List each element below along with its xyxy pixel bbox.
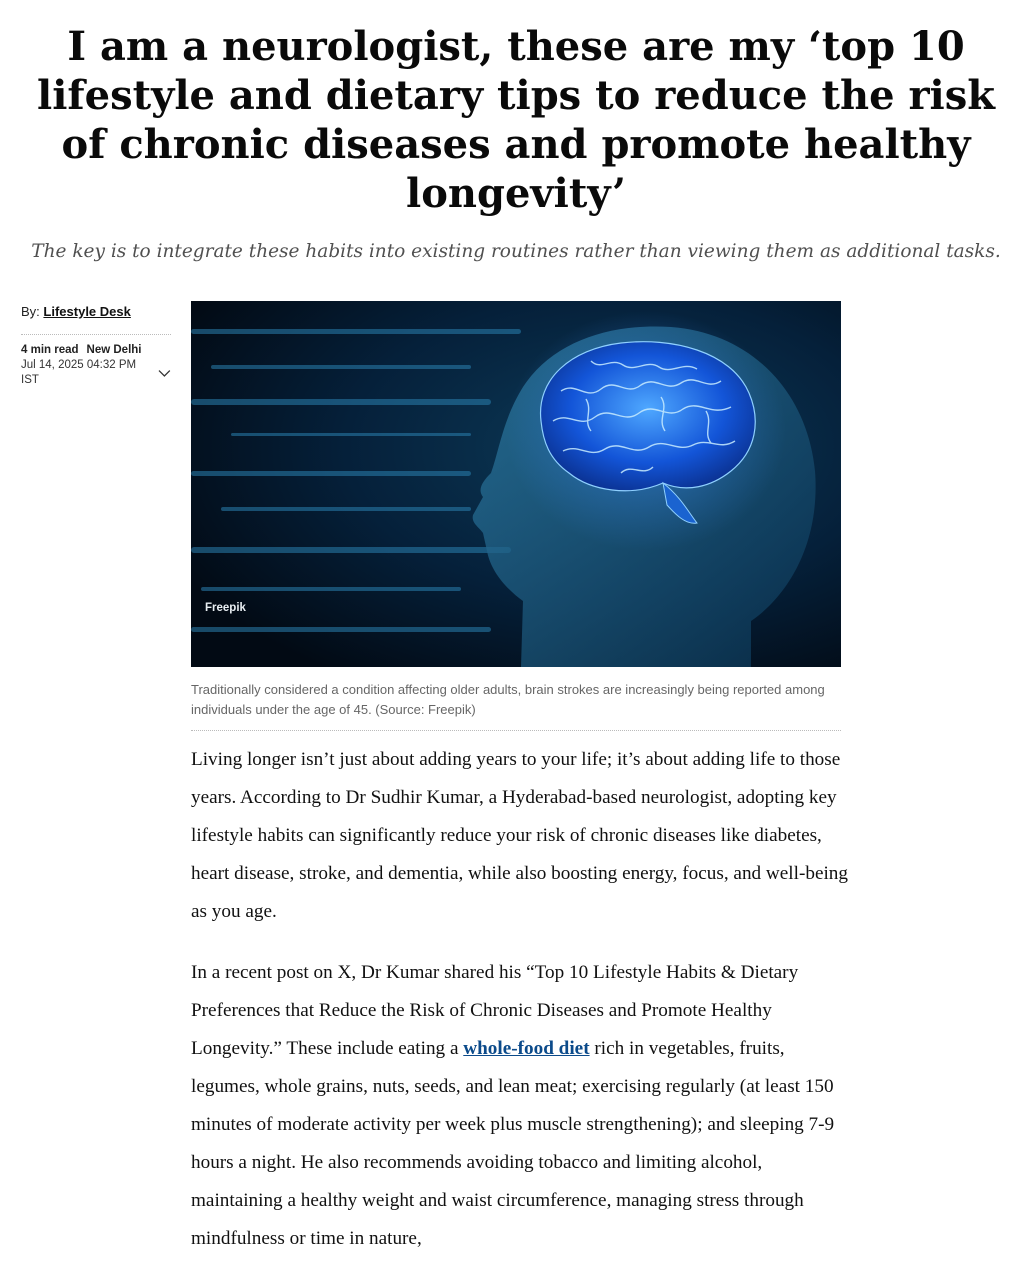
byline [21,304,171,320]
publish-date-toggle[interactable] [21,358,171,388]
article-headline: I am a neurologist, these are my ‘top 10 lifestyle and dietary tips to reduce the risk of chronic diseases and promote healthy longevity’ [37,23,995,217]
paragraph-2-text-after: rich in vegetables, fruits, legumes, whole grains, nuts, seeds, and lean meat; exercising regularly (at least 150 minutes of moderate activity per week plus muscle strengthening); and sleeping 7-9 hours a night. He also recommends avoiding tobacco and limiting alcohol, maintaining a healthy weight and waist circumference, managing stress through mindfulness or time in nature, [191,1038,835,1249]
article-meta [21,304,171,388]
meta-readtime-row [21,343,171,358]
article-body [191,741,851,1281]
publish-date: Jul 14, 2025 04:32 PM IST [21,359,137,386]
image-caption: Traditionally considered a condition affecting older adults, brain strokes are increasingly being reported among individuals under the age of 45. (Source: Freepik) [191,680,841,731]
paragraph-2-text-before: In a recent post on X, Dr Kumar shared his “Top 10 Lifestyle Habits & Dietary Preferences that Reduce the Risk of Chronic Diseases and Promote Healthy Longevity.” These include eating a [191,962,799,1059]
article-subheadline: The key is to integrate these habits into existing routines rather than viewing them as additional tasks. [31,241,1001,262]
byline-prefix: By: [21,304,40,319]
meta-divider [21,334,171,335]
read-time: 4 min read [21,344,79,356]
hero-image [191,301,841,667]
chevron-down-icon [158,369,171,378]
brain-illustration [191,301,841,667]
article-paragraph-2 [191,954,851,1258]
whole-food-diet-link[interactable]: whole-food diet [463,1038,590,1059]
location: New Delhi [86,344,142,356]
article-paragraph-1: Living longer isn’t just about adding years to your life; it’s about adding life to those years. According to Dr Sudhir Kumar, a Hyderabad-based neurologist, adopting key lifestyle habits can significantly reduce your risk of chronic diseases like diabetes, heart disease, stroke, and dementia, while also boosting energy, focus, and well-being as you age. [191,749,848,922]
image-credit: Freepik [205,602,246,614]
author-link[interactable]: Lifestyle Desk [43,304,131,319]
